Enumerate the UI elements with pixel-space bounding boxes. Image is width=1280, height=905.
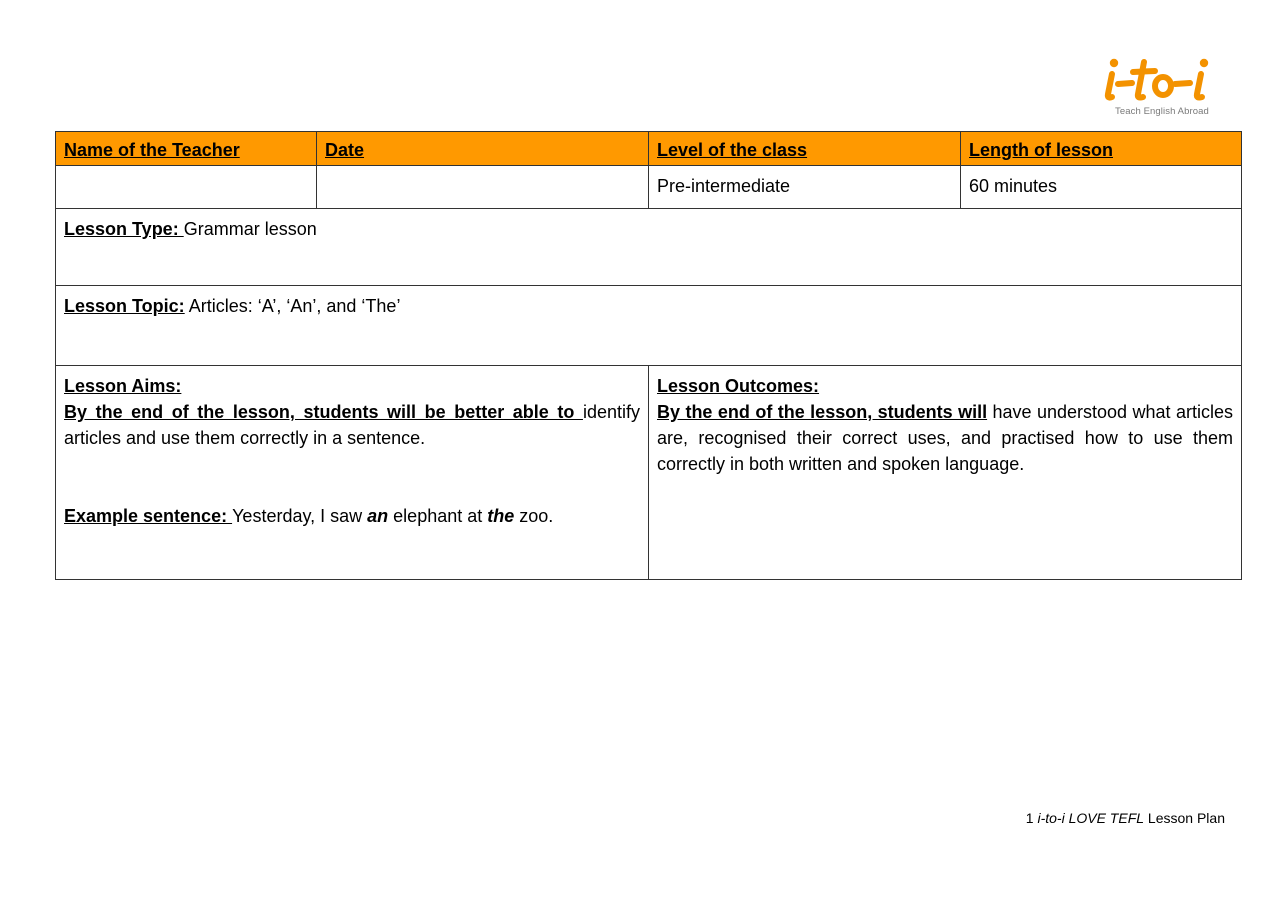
logo-wordmark-graphic — [1100, 52, 1230, 108]
lesson-aims-lead: By the end of the lesson, students will be better able to — [64, 402, 583, 422]
lesson-type-row — [56, 209, 1242, 286]
lesson-plan-table — [55, 131, 1242, 580]
example-sentence — [64, 503, 640, 529]
example-part-1: Yesterday, I saw — [232, 506, 368, 526]
value-date[interactable] — [317, 166, 649, 209]
lesson-outcomes-cell — [649, 366, 1242, 580]
header-teacher-name: Name of the Teacher — [56, 132, 317, 166]
lesson-type-cell — [56, 209, 1242, 286]
lesson-topic-value: Articles: ‘A’, ‘An’, and ‘The’ — [184, 296, 401, 316]
lesson-topic-cell — [56, 286, 1242, 366]
example-sentence-label: Example sentence: — [64, 506, 233, 526]
logo-tagline: Teach English Abroad — [1115, 106, 1209, 117]
footer-suffix: Lesson Plan — [1144, 810, 1225, 826]
lesson-type-label: Lesson Type: — [64, 219, 184, 239]
ito-i-logo — [1100, 52, 1230, 122]
value-teacher-name[interactable] — [56, 166, 317, 209]
lesson-type-value: Grammar lesson — [183, 219, 317, 239]
lesson-outcomes-body: have understood what articles are, recognised their correct uses, and practised how to use them correctly in both written and spoken language. — [657, 402, 1233, 474]
lesson-aims-title: Lesson Aims: — [64, 376, 182, 396]
header-lesson-length: Length of lesson — [961, 132, 1242, 166]
example-article-an: an — [367, 506, 389, 526]
lesson-outcomes-title: Lesson Outcomes: — [657, 376, 820, 396]
example-article-the: the — [487, 506, 515, 526]
header-row — [56, 132, 1242, 166]
lesson-topic-label: Lesson Topic: — [64, 296, 185, 316]
example-part-3: zoo. — [514, 506, 554, 526]
value-class-level: Pre-intermediate — [649, 166, 961, 209]
footer-page-number: 1 — [1025, 810, 1038, 826]
value-lesson-length: 60 minutes — [961, 166, 1242, 209]
lesson-aims-text — [64, 399, 640, 451]
example-part-2: elephant at — [388, 506, 488, 526]
lesson-aims-body: identify articles and use them correctly in a sentence. — [64, 402, 640, 448]
lesson-aims-cell — [56, 366, 649, 580]
lesson-outcomes-text — [657, 399, 1233, 477]
aims-outcomes-row — [56, 366, 1242, 580]
lesson-outcomes-lead: By the end of the lesson, students will — [657, 402, 988, 422]
values-row — [56, 166, 1242, 209]
header-class-level: Level of the class — [649, 132, 961, 166]
footer-brand: i-to-i LOVE TEFL — [1037, 810, 1145, 826]
page-footer — [1026, 810, 1225, 826]
lesson-topic-row — [56, 286, 1242, 366]
header-date: Date — [317, 132, 649, 166]
